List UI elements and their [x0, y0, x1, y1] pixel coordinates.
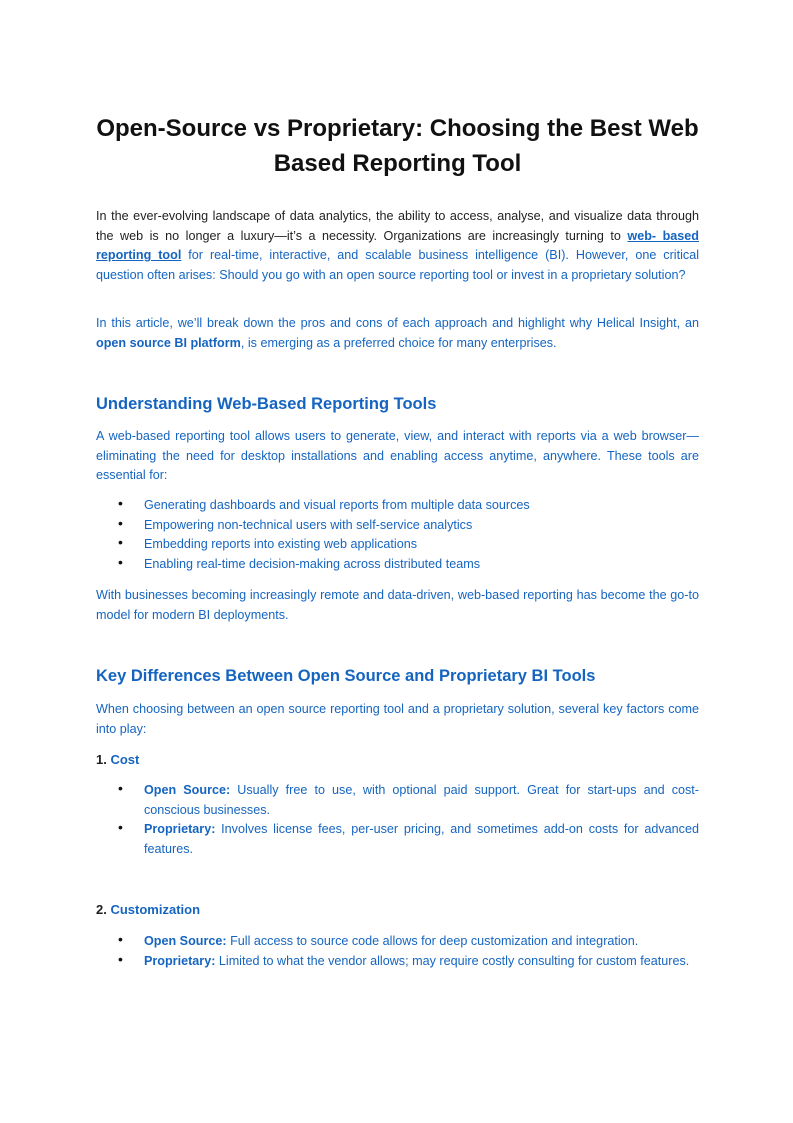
subheading-cost: [96, 750, 139, 770]
item-text: Usually free to use, with optional paid support. Great for start-ups and cost-conscious businesses.: [144, 783, 699, 817]
section-heading-key-differences: Key Differences Between Open Source and Proprietary BI Tools: [96, 667, 596, 685]
item-label: Open Source:: [144, 934, 227, 948]
bullet-icon: •: [118, 534, 123, 550]
cost-bullet-list: [96, 781, 699, 859]
helical-insight-paragraph: [96, 314, 699, 353]
bullet-icon: •: [118, 931, 123, 947]
list-item: [96, 820, 699, 859]
item-label: Proprietary:: [144, 953, 216, 968]
bullet-icon: •: [118, 780, 123, 796]
customization-bullet-list: [96, 932, 699, 971]
list-item-text: Embedding reports into existing web applications: [144, 537, 418, 551]
subheading-number: 1.: [96, 752, 111, 767]
section-heading-understanding: Understanding Web-Based Reporting Tools: [96, 395, 437, 413]
subheading-number: 2.: [96, 902, 111, 917]
bullet-icon: •: [118, 950, 123, 967]
bullet-icon: •: [118, 553, 123, 570]
list-item-text: Empowering non-technical users with self-service analytics: [144, 517, 473, 532]
list-item: [96, 516, 699, 536]
item-label: Proprietary:: [144, 822, 216, 836]
subheading-label: Customization: [110, 902, 201, 917]
subheading-label: Cost: [110, 752, 140, 767]
bullet-icon: •: [118, 819, 123, 835]
list-item: [96, 781, 699, 820]
bullet-icon: •: [118, 514, 123, 531]
section1-closing-paragraph: With businesses becoming increasingly remote and data-driven, web-based reporting has become the go-to model for modern BI deployments.: [96, 588, 699, 622]
list-item: [96, 555, 699, 575]
open-source-bi-platform-text: open source BI platform: [96, 335, 241, 350]
list-item: [96, 932, 699, 952]
section1-bullet-list: [96, 496, 699, 574]
section2-paragraph: When choosing between an open source reporting tool and a proprietary solution, several key factors come into play:: [96, 702, 699, 736]
page-title: Open-Source vs Proprietary: Choosing the Best Web Based Reporting Tool: [96, 115, 699, 178]
list-item: [96, 535, 699, 555]
bullet-icon: •: [118, 495, 123, 511]
intro-text-end: for real-time, interactive, and scalable business intelligence (BI). However, one critical question often arises: Should you go with an open source reporting tool or invest in a proprietary solution?: [96, 248, 699, 282]
p2-start: In this article, we’ll break down the pros and cons of each approach and highlight why Helical Insight, an: [96, 316, 699, 330]
intro-text-start: In the ever-evolving landscape of data analytics, the ability to access, analyse, and visualize data through the web is no longer a luxury—it’s a necessity. Organizations are increasingly turning to: [96, 209, 699, 243]
list-item: [96, 952, 699, 972]
list-item: [96, 496, 699, 516]
list-item-text: Generating dashboards and visual reports from multiple data sources: [144, 498, 530, 512]
p2-end: , is emerging as a preferred choice for many enterprises.: [240, 335, 557, 350]
item-text: Full access to source code allows for deep customization and integration.: [226, 934, 639, 948]
web-based-reporting-tool-link[interactable]: web- based reporting tool: [96, 228, 699, 262]
item-text: Involves license fees, per-user pricing, and sometimes add-on costs for advanced features.: [144, 822, 699, 856]
intro-paragraph: [96, 207, 699, 285]
item-label: Open Source:: [144, 783, 231, 797]
list-item-text: Enabling real-time decision-making across distributed teams: [144, 556, 480, 571]
section1-paragraph: A web-based reporting tool allows users to generate, view, and interact with reports via a web browser—eliminating the need for desktop installations and enabling access anytime, anywhere. These tools are essential for:: [96, 429, 699, 482]
item-text: Limited to what the vendor allows; may require costly consulting for custom features.: [215, 953, 690, 968]
subheading-customization: [96, 900, 200, 920]
